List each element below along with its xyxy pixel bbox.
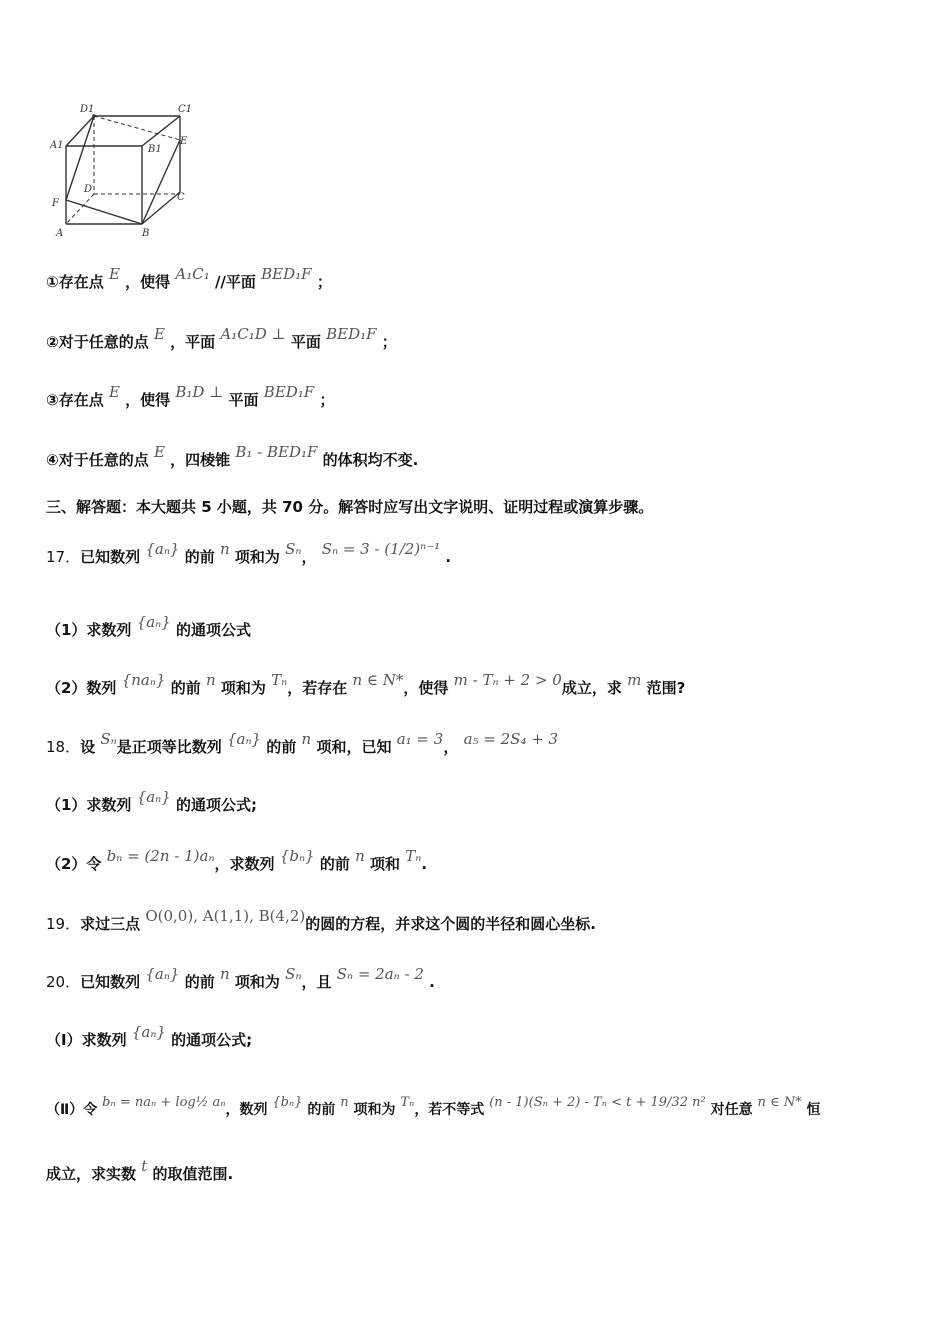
q20-stem: 20．已知数列 {aₙ} 的前 n 项和为 Sₙ，且 Sₙ = 2aₙ - 2 . bbox=[46, 965, 435, 991]
statement-1: ①存在点 E ，使得 A₁C₁ //平面 BED₁F ； bbox=[46, 265, 332, 291]
label-C: C bbox=[177, 192, 185, 203]
section-heading: 三、解答题：本大题共 5 小题，共 70 分。解答时应写出文字说明、证明过程或演算步骤。 bbox=[46, 498, 654, 516]
q17-part2: （2）数列 {naₙ} 的前 n 项和为 Tₙ，若存在 n ∈ N*，使得 m - Tₙ + 2 > 0成立，求 m 范围? bbox=[46, 671, 686, 697]
q19-stem: 19．求过三点 O(0,0), A(1,1), B(4,2)的圆的方程，并求这个圆的半径和圆心坐标. bbox=[46, 907, 596, 933]
q18-stem: 18．设 Sₙ是正项等比数列 {aₙ} 的前 n 项和，已知 a₁ = 3， a₅ = 2S₄ + 3 bbox=[46, 730, 559, 756]
label-D1: D1 bbox=[80, 104, 95, 115]
label-B1: B1 bbox=[148, 144, 162, 155]
q18-part1: （1）求数列 {aₙ} 的通项公式; bbox=[46, 788, 258, 814]
q20-part2: （Ⅱ）令 bₙ = naₙ + log½ aₙ，数列 {bₙ} 的前 n 项和为 Tₙ，若不等式 (n - 1)(Sₙ + 2) - Tₙ < t + 19/32 n² 对任意 n ∈ N* 恒 bbox=[46, 1095, 821, 1118]
statement-3: ③存在点 E ，使得 B₁D ⊥ 平面 BED₁F ； bbox=[46, 383, 335, 409]
q17-stem: 17．已知数列 {aₙ} 的前 n 项和为 Sₙ， Sₙ = 3 - (1/2)ⁿ⁻¹ . bbox=[46, 540, 452, 566]
label-B: B bbox=[142, 228, 150, 239]
q18-part2: （2）令 bₙ = (2n - 1)aₙ，求数列 {bₙ} 的前 n 项和 Tₙ. bbox=[46, 847, 428, 873]
q20-part2-cont: 成立，求实数 t 的取值范围. bbox=[46, 1157, 234, 1183]
label-A: A bbox=[56, 228, 64, 239]
statement-4: ④对于任意的点 E ，四棱锥 B₁ - BED₁F 的体积均不变. bbox=[46, 443, 419, 469]
label-D: D bbox=[84, 184, 93, 195]
q20-part1: （Ⅰ）求数列 {aₙ} 的通项公式; bbox=[46, 1023, 253, 1049]
label-C1: C1 bbox=[178, 104, 193, 115]
cube-figure bbox=[46, 100, 196, 240]
label-A1: A1 bbox=[50, 140, 64, 151]
statement-2: ②对于任意的点 E ，平面 A₁C₁D ⊥ 平面 BED₁F ； bbox=[46, 325, 397, 351]
label-F: F bbox=[52, 198, 59, 209]
q17-part1: （1）求数列 {aₙ} 的通项公式 bbox=[46, 613, 252, 639]
label-E: E bbox=[180, 136, 188, 147]
